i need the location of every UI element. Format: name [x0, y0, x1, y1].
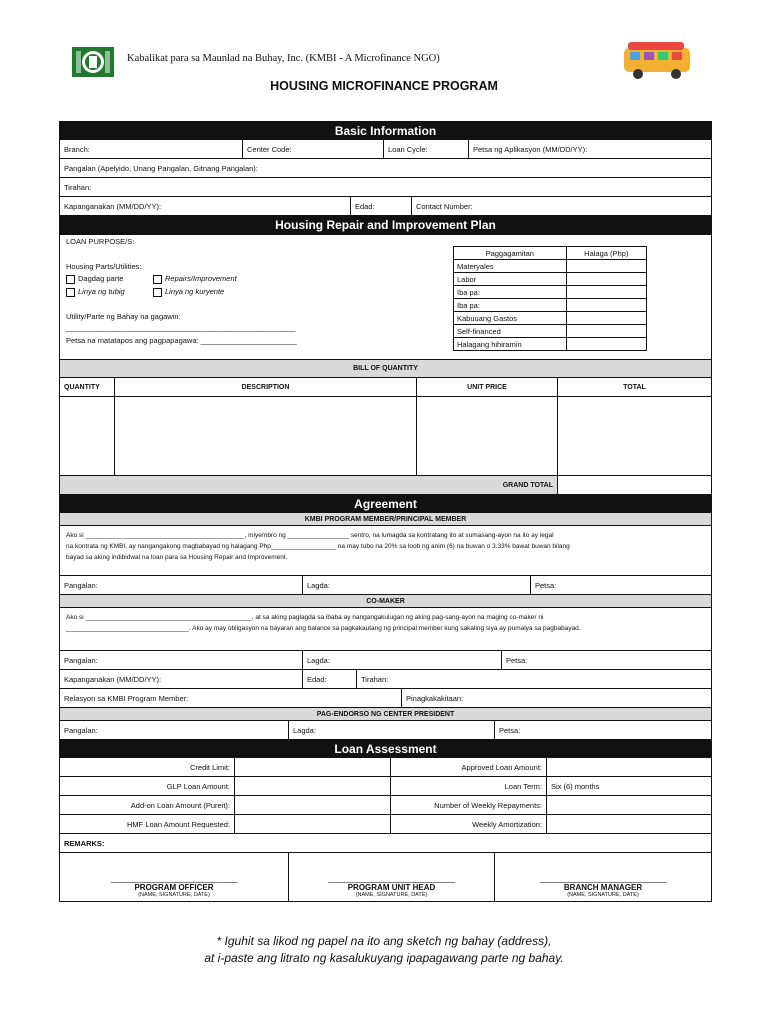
boq-unit-price-header: UNIT PRICE	[416, 378, 557, 396]
expense-label: Kabuuang Gastos	[454, 312, 567, 325]
addon-amount-value[interactable]	[234, 796, 390, 814]
housing-plan-section	[60, 235, 711, 360]
expense-row	[454, 299, 647, 312]
center-code-field[interactable]: Center Code:	[242, 140, 383, 158]
footer-note	[0, 933, 768, 967]
program-officer-block[interactable]	[60, 853, 288, 901]
expense-header-amount: Halaga (Php)	[566, 247, 646, 260]
utility-line[interactable]: _______________________________________________________	[66, 323, 296, 332]
president-signature-field[interactable]: Lagda:	[288, 721, 494, 739]
approved-amount-label: Approved Loan Amount:	[390, 758, 546, 776]
branch-row	[60, 140, 711, 159]
comaker-birth-row	[60, 670, 711, 689]
president-name-field[interactable]: Pangalan:	[64, 725, 98, 735]
assessment-row-2	[60, 777, 711, 796]
checkbox-box[interactable]	[153, 275, 162, 284]
checkbox-dagdag-parte[interactable]: Dagdag parte	[66, 274, 123, 284]
branch-manager-title: BRANCH MANAGER	[563, 883, 643, 892]
expense-amount-cell[interactable]	[566, 325, 646, 338]
checkbox-box[interactable]	[66, 288, 75, 297]
program-unit-head-title: PROGRAM UNIT HEAD	[347, 883, 436, 892]
boq-total-cell[interactable]	[557, 397, 711, 475]
remarks-row	[60, 834, 711, 853]
hmf-amount-label: HMF Loan Amount Requested:	[127, 819, 230, 829]
footer-note-line: at i-paste ang litrato ng kasalukuyang ipapagawang parte ng bahay.	[204, 951, 564, 965]
boq-unit-price-cell[interactable]	[416, 397, 557, 475]
signature-line: ________________________________	[110, 874, 238, 883]
expense-label: Iba pa:	[454, 286, 567, 299]
grand-total-row	[60, 476, 711, 495]
expense-table	[453, 246, 647, 351]
expense-row	[454, 312, 647, 325]
boq-header-row	[60, 378, 711, 397]
comaker-statement-line: __________________________________. Ako ay may obligasyon na bayaran ang balance sa pagkakautang ng principal member kung sakaling siya ay pumalya sa pagbabayad.	[66, 625, 581, 632]
assessment-row-1	[60, 758, 711, 777]
name-row	[60, 159, 711, 178]
member-band: KMBI PROGRAM MEMBER/PRINCIPAL MEMBER	[60, 513, 711, 526]
credit-limit-label: Credit Limit:	[189, 762, 230, 772]
expense-label: Iba pa:	[454, 299, 567, 312]
loan-cycle-field[interactable]: Loan Cycle:	[383, 140, 468, 158]
signature-caption: (NAME, SIGNATURE, DATE)	[567, 892, 639, 898]
member-signature-field[interactable]: Lagda:	[302, 576, 530, 594]
loan-term-value[interactable]: Six (6) months	[546, 777, 711, 795]
glp-amount-label: GLP Loan Amount:	[166, 781, 230, 791]
address-row	[60, 178, 711, 197]
bill-of-quantity-band: BILL OF QUANTITY	[60, 360, 711, 378]
expense-amount-cell[interactable]	[566, 312, 646, 325]
member-statement-line: na kontrata ng KMBI, ay nangangakong magbabayad ng halagang Php__________________ na may tubo na 20% sa loob ng anim (6) na buwan o 3.33% bawat buwan bilang	[66, 543, 570, 550]
expense-label: Materyales	[454, 260, 567, 273]
comaker-sign-row	[60, 651, 711, 670]
weekly-amortization-value[interactable]	[546, 815, 711, 833]
checkbox-linya-kuryente[interactable]: Linya ng kuryente	[153, 287, 224, 297]
contact-number-field[interactable]: Contact Number:	[411, 197, 711, 215]
comaker-statement	[60, 608, 711, 650]
footer-note-line: * Iguhit sa likod ng papel na ito ang sketch ng bahay (address),	[216, 934, 552, 948]
org-name: Kabalikat para sa Maunlad na Buhay, Inc. (KMBI - A Microfinance NGO)	[127, 53, 440, 64]
jeepney-logo	[618, 38, 696, 82]
loan-purpose-label: LOAN PURPOSE/S:	[66, 237, 135, 246]
boq-body-row	[60, 397, 711, 476]
income-source-field[interactable]: Pinagkakakitaan:	[401, 689, 711, 707]
member-date-field[interactable]: Petsa:	[530, 576, 711, 594]
basic-information-band: Basic Information	[60, 122, 711, 140]
kmbi-logo	[70, 43, 116, 79]
comaker-address-field[interactable]: Tirahan:	[356, 670, 711, 688]
assessment-row-3	[60, 796, 711, 815]
application-form	[59, 121, 712, 902]
endorsement-row	[60, 721, 711, 740]
signature-caption: (NAME, SIGNATURE, DATE)	[138, 892, 210, 898]
expense-amount-cell[interactable]	[566, 299, 646, 312]
comaker-statement-line: Ako si ______________________________________________, at sa aking paglagda sa ibaba ay nangangakulugan ng aking pag-sang-ayon na maging co-maker ni	[66, 614, 544, 621]
expense-label: Halagang hihiramin	[454, 338, 567, 351]
age-field[interactable]: Edad:	[350, 197, 411, 215]
expense-header-item: Paggagamitan	[454, 247, 567, 260]
agreement-band: Agreement	[60, 495, 711, 513]
comaker-signature-field[interactable]: Lagda:	[302, 651, 501, 669]
signatory-row	[60, 853, 711, 902]
member-sign-row	[60, 576, 711, 595]
signature-caption: (NAME, SIGNATURE, DATE)	[355, 892, 428, 898]
checkbox-box[interactable]	[153, 288, 162, 297]
signature-line: ________________________________	[539, 874, 667, 883]
expense-amount-cell[interactable]	[566, 260, 646, 273]
page-title: HOUSING MICROFINANCE PROGRAM	[270, 79, 498, 93]
weekly-repayments-value[interactable]	[546, 796, 711, 814]
hmf-amount-value[interactable]	[234, 815, 390, 833]
relationship-field[interactable]: Relasyon sa KMBI Program Member:	[64, 693, 189, 703]
comaker-statement-row	[60, 608, 711, 651]
checkbox-box[interactable]	[66, 275, 75, 284]
glp-amount-value[interactable]	[234, 777, 390, 795]
grand-total-label: GRAND TOTAL	[502, 481, 553, 489]
comaker-date-field[interactable]: Petsa:	[501, 651, 711, 669]
comaker-relation-row	[60, 689, 711, 708]
program-officer-title: PROGRAM OFFICER	[134, 883, 214, 892]
comaker-name-field[interactable]: Pangalan:	[64, 655, 98, 665]
weekly-repayments-label: Number of Weekly Repayments:	[390, 796, 546, 814]
boq-quantity-header: QUANTITY	[64, 383, 100, 391]
signature-line: ________________________________	[328, 874, 455, 883]
remarks-field[interactable]: REMARKS:	[64, 838, 105, 848]
member-statement-line: Ako si ____________________________________________, miyembro ng _________________ sentro, na lumagda sa kontratang ito at sumasang-ayon na ito ay legal	[66, 532, 554, 539]
branch-manager-block[interactable]	[494, 853, 711, 901]
member-statement-line: bayad sa aking indibidwal na loan para sa Housing Repair and Improvement.	[66, 554, 288, 561]
boq-description-header: DESCRIPTION	[114, 378, 416, 396]
expense-amount-cell[interactable]	[566, 286, 646, 299]
expense-row	[454, 273, 647, 286]
birthdate-field[interactable]: Kapanganakan (MM/DD/YY):	[64, 201, 162, 211]
comaker-birthdate-field[interactable]: Kapanganakan (MM/DD/YY):	[64, 674, 162, 684]
expense-row	[454, 338, 647, 351]
boq-total-header: TOTAL	[557, 378, 711, 396]
endorsement-band: PAG-ENDORSO NG CENTER PRESIDENT	[60, 708, 711, 721]
loan-assessment-band: Loan Assessment	[60, 740, 711, 758]
expense-header-row	[454, 247, 647, 260]
checkbox-linya-tubig[interactable]: Linya ng tubig	[66, 287, 125, 297]
utility-label: Utility/Parte ng Bahay na gagawin:	[66, 312, 181, 321]
comaker-band: CO-MAKER	[60, 595, 711, 608]
address-field[interactable]: Tirahan:	[64, 182, 92, 192]
approved-amount-value[interactable]	[546, 758, 711, 776]
loan-term-label: Loan Term:	[390, 777, 546, 795]
expense-label: Labor	[454, 273, 567, 286]
expense-label: Self-financed	[454, 325, 567, 338]
expense-amount-cell[interactable]	[566, 338, 646, 351]
grand-total-cell[interactable]	[557, 476, 711, 494]
member-statement	[60, 526, 711, 575]
expense-row	[454, 325, 647, 338]
president-date-field[interactable]: Petsa:	[494, 721, 711, 739]
addon-amount-label: Add-on Loan Amount (Pureit):	[130, 800, 230, 810]
birth-row	[60, 197, 711, 216]
completion-date-field[interactable]: Petsa na matatapos ang pagpapagawa: _______________________	[66, 336, 297, 345]
application-date-field[interactable]: Petsa ng Aplikasyon (MM/DD/YY):	[468, 140, 711, 158]
housing-parts-label: Housing Parts/Utilities:	[66, 262, 142, 271]
weekly-amortization-label: Weekly Amortization:	[390, 815, 546, 833]
expense-amount-cell[interactable]	[566, 273, 646, 286]
full-name-field[interactable]: Pangalan (Apelyido, Unang Pangalan, Gitnang Pangalan):	[64, 163, 258, 173]
program-unit-head-block[interactable]	[288, 853, 494, 901]
assessment-row-4	[60, 815, 711, 834]
boq-description-cell[interactable]	[114, 397, 416, 475]
branch-field[interactable]: Branch:	[64, 144, 90, 154]
checkbox-repairs[interactable]: Repairs/Improvement	[153, 274, 237, 284]
credit-limit-value[interactable]	[234, 758, 390, 776]
boq-quantity-cell[interactable]	[60, 397, 114, 475]
member-statement-row	[60, 526, 711, 576]
member-name-field[interactable]: Pangalan:	[64, 580, 98, 590]
housing-plan-band: Housing Repair and Improvement Plan	[60, 216, 711, 235]
comaker-age-field[interactable]: Edad:	[302, 670, 356, 688]
expense-row	[454, 260, 647, 273]
expense-row	[454, 286, 647, 299]
